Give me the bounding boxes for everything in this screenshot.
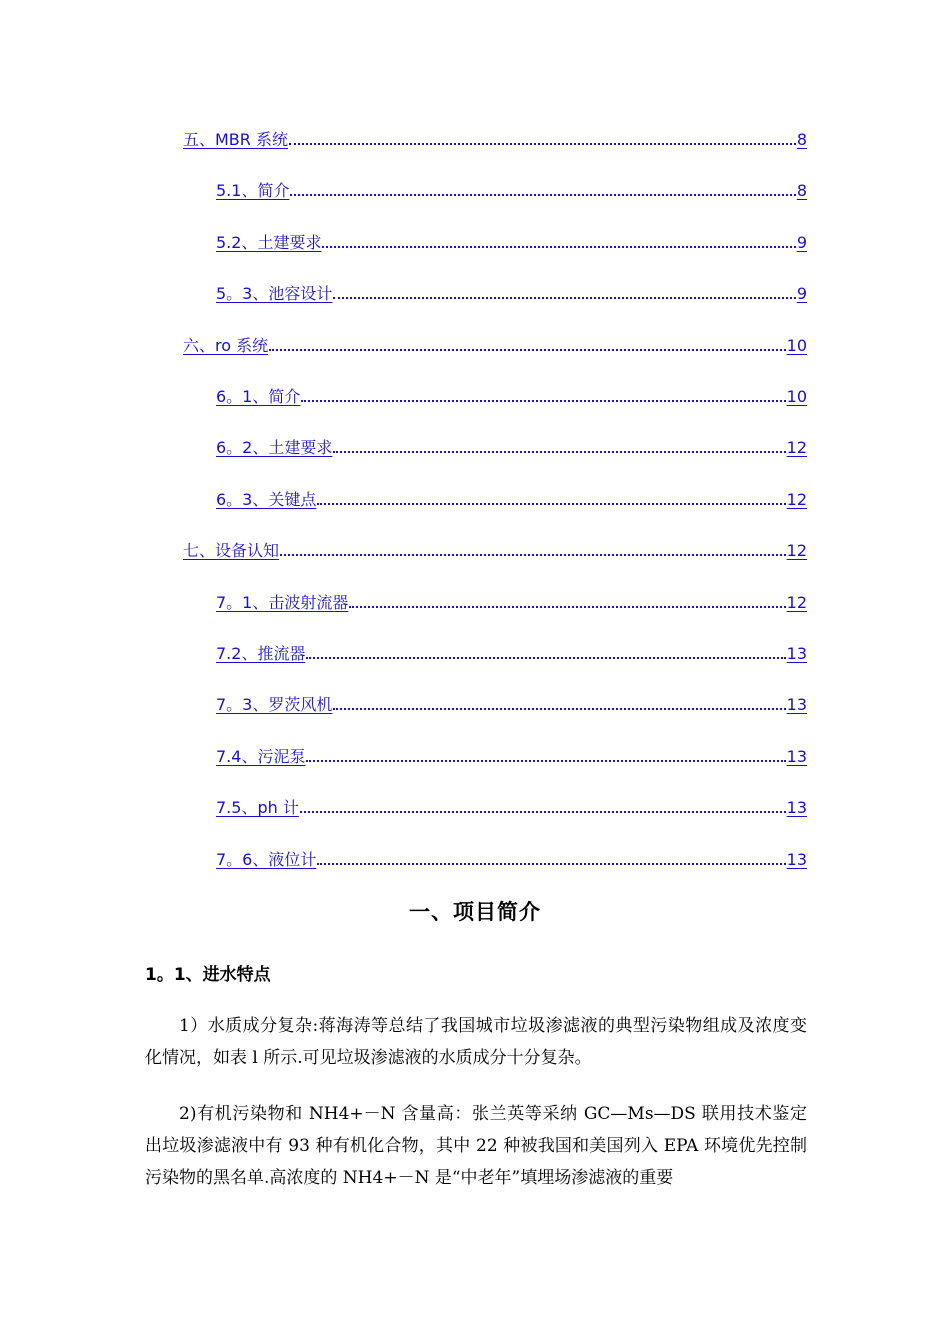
toc-entry-label[interactable]: 7。3、罗茨风机 — [216, 695, 333, 715]
toc-entry-page-number[interactable]: 13 — [786, 849, 807, 869]
toc-entry[interactable] — [183, 535, 807, 561]
toc-entry-page-number[interactable]: 13 — [786, 695, 807, 715]
toc-dot-leader — [290, 194, 795, 196]
toc-entry-label[interactable]: 五、MBR 系统 — [183, 130, 288, 149]
toc-entry-page-number[interactable]: 12 — [786, 592, 807, 612]
toc-entry-label[interactable]: 7.2、推流器 — [216, 644, 306, 663]
toc-entry-label[interactable]: 6。2、土建要求 — [216, 438, 333, 458]
toc-dot-leader — [306, 657, 785, 659]
toc-entry[interactable] — [216, 741, 807, 767]
toc-dot-leader — [317, 503, 785, 505]
toc-entry-label[interactable]: 6。1、简介 — [216, 387, 301, 406]
toc-entry-page-number[interactable]: 10 — [786, 335, 807, 355]
toc-dot-leader — [333, 708, 785, 710]
toc-entry-page-number[interactable]: 9 — [796, 232, 807, 252]
toc-entry[interactable] — [216, 484, 807, 510]
toc-entry[interactable] — [216, 175, 807, 201]
toc-entry[interactable] — [216, 638, 807, 664]
toc-entry-label[interactable]: 6。3、关键点 — [216, 489, 317, 509]
toc-entry[interactable] — [216, 587, 807, 613]
toc-entry[interactable] — [216, 689, 807, 715]
toc-entry[interactable] — [216, 278, 807, 304]
toc-entry-label[interactable]: 7。1、击波射流器 — [216, 592, 349, 612]
toc-entry-label[interactable]: 7。6、液位计 — [216, 849, 317, 869]
toc-entry-page-number[interactable]: 13 — [786, 746, 807, 766]
toc-entry-label[interactable]: 六、ro 系统 — [183, 335, 269, 355]
toc-entry-page-number[interactable]: 8 — [796, 130, 807, 149]
section-heading: 一、项目简介 — [409, 900, 541, 924]
toc-entry-label[interactable]: 5.2、土建要求 — [216, 232, 322, 252]
toc-entry[interactable] — [183, 330, 807, 356]
toc-entry[interactable] — [183, 124, 807, 150]
toc-dot-leader — [333, 297, 795, 299]
toc-entry-label[interactable]: 5。3、池容设计 — [216, 284, 333, 304]
toc-entry-page-number[interactable]: 10 — [786, 387, 807, 406]
toc-dot-leader — [322, 246, 795, 248]
toc-entry-label[interactable]: 5.1、简介 — [216, 181, 290, 201]
toc-entry-page-number[interactable]: 8 — [796, 181, 807, 201]
toc-dot-leader — [301, 400, 785, 402]
paragraph-text: 2)有机污染物和 NH4+－N 含量高：张兰英等采纳 GC—Ms—DS 联用技术鉴定出垃圾渗滤液中有 93 种有机化合物，其中 22 种被我国和美国列入 EPA 环境优先控制污染物的黑名单.高浓度的 NH4+－N 是“中老年”填埋场渗滤液的重要 — [145, 1104, 807, 1188]
subsection-heading: 1。1、进水特点 — [145, 965, 271, 985]
toc-dot-leader — [280, 554, 786, 556]
toc-dot-leader — [317, 863, 785, 865]
toc-dot-leader — [333, 451, 785, 453]
toc-entry[interactable] — [216, 792, 807, 818]
toc-dot-leader — [269, 349, 786, 351]
toc-entry-page-number[interactable]: 13 — [786, 798, 807, 818]
toc-dot-leader — [349, 606, 785, 608]
toc-entry[interactable] — [216, 844, 807, 870]
toc-entry[interactable] — [216, 381, 807, 407]
toc-entry-page-number[interactable]: 12 — [786, 438, 807, 458]
toc-dot-leader — [300, 811, 786, 813]
paragraph-text: 1）水质成分复杂:蒋海涛等总结了我国城市垃圾渗滤液的典型污染物组成及浓度变化情况，如表 l 所示.可见垃圾渗滤液的水质成分十分复杂。 — [145, 1016, 807, 1068]
toc-entry-page-number[interactable]: 12 — [786, 541, 807, 561]
toc-entry-page-number[interactable]: 13 — [786, 644, 807, 663]
toc-entry[interactable] — [216, 227, 807, 253]
toc-entry-page-number[interactable]: 12 — [786, 489, 807, 509]
toc-entry-label[interactable]: 七、设备认知 — [183, 541, 280, 561]
toc-entry-label[interactable]: 7.5、ph 计 — [216, 798, 299, 818]
toc-dot-leader — [306, 760, 785, 762]
toc-entry-label[interactable]: 7.4、污泥泵 — [216, 746, 306, 766]
toc-entry[interactable] — [216, 432, 807, 458]
paragraph-organic-pollutants — [145, 1098, 807, 1194]
toc-entry-page-number[interactable]: 9 — [796, 284, 807, 304]
toc-dot-leader — [289, 143, 796, 145]
paragraph-water-composition — [145, 1010, 807, 1074]
